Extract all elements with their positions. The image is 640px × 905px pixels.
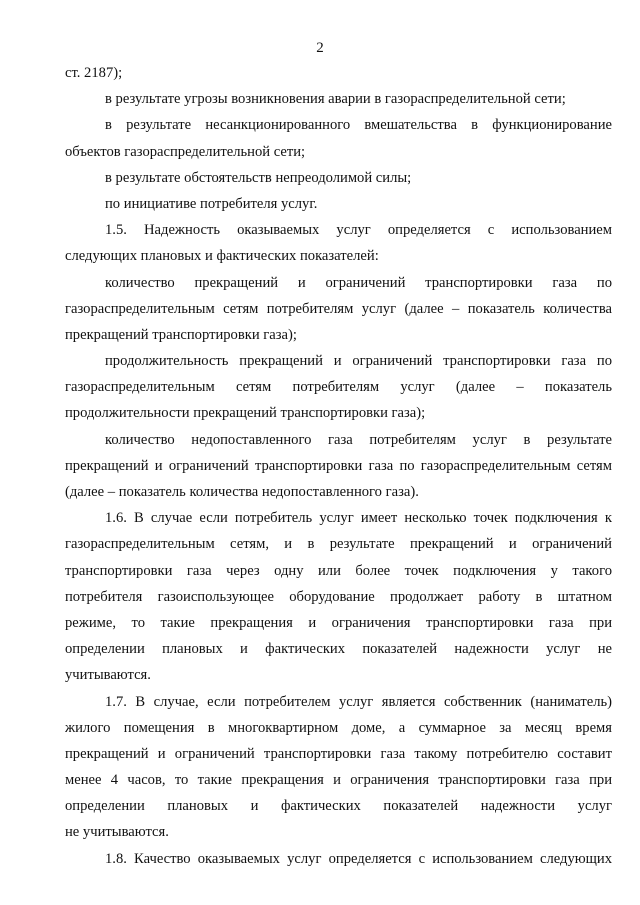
- text-line: газораспределительным сетям, и в результате прекращений и ограничений: [65, 536, 612, 553]
- text-line: режиме, то такие прекращения и ограничения транспортировки газа при: [65, 614, 612, 631]
- text-line: 1.5. Надежность оказываемых услуг определяется с использованием: [105, 222, 612, 239]
- text-line: в результате обстоятельств непреодолимой силы;: [105, 169, 412, 186]
- text-line: определении плановых и фактических показателей надежности услуг не: [65, 641, 612, 658]
- text-line: следующих плановых и фактических показателей:: [65, 248, 379, 265]
- text-line: газораспределительным сетям потребителям услуг (далее – показатель: [65, 379, 612, 396]
- text-line: транспортировки газа через одну или более точек подключения у такого: [65, 562, 612, 579]
- text-line: жилого помещения в многоквартирном доме, а суммарное за месяц время: [65, 719, 612, 736]
- text-line: учитываются.: [65, 667, 151, 684]
- text-line: количество недопоставленного газа потребителям услуг в результате: [105, 431, 612, 448]
- text-line: прекращений транспортировки газа);: [65, 326, 297, 343]
- text-line: газораспределительным сетям потребителям услуг (далее – показатель количества: [65, 300, 612, 317]
- text-line: 1.8. Качество оказываемых услуг определяется с использованием следующих: [105, 850, 612, 867]
- text-line: по инициативе потребителя услуг.: [105, 195, 318, 212]
- text-line: количество прекращений и ограничений транспортировки газа по: [105, 274, 612, 291]
- text-line: продолжительности прекращений транспортировки газа);: [65, 405, 426, 422]
- text-line: определении плановых и фактических показателей надежности услуг: [65, 798, 612, 815]
- text-line: продолжительность прекращений и ограничений транспортировки газа по: [105, 353, 612, 370]
- text-line: (далее – показатель количества недопоставленного газа).: [65, 484, 419, 500]
- document-body: [65, 60, 612, 872]
- text-line: потребителя газоиспользующее оборудование продолжает работу в штатном: [65, 588, 612, 605]
- text-line: менее 4 часов, то такие прекращения и ограничения транспортировки газа при: [65, 772, 612, 789]
- text-line: в результате несанкционированного вмешательства в функционирование: [105, 117, 612, 134]
- page-number: 2: [316, 40, 324, 56]
- text-line: прекращений и ограничений транспортировки газа такому потребителю составит: [65, 745, 612, 762]
- text-line: ст. 2187);: [65, 65, 123, 81]
- text-line: прекращений и ограничений транспортировки газа по газораспределительным сетям: [65, 457, 612, 474]
- text-line: 1.7. В случае, если потребителем услуг является собственник (наниматель): [105, 693, 612, 710]
- text-line: 1.6. В случае если потребитель услуг имеет несколько точек подключения к: [105, 510, 612, 527]
- text-line: объектов газораспределительной сети;: [65, 143, 306, 160]
- text-line: не учитываются.: [65, 824, 169, 841]
- text-line: в результате угрозы возникновения аварии в газораспределительной сети;: [105, 91, 566, 108]
